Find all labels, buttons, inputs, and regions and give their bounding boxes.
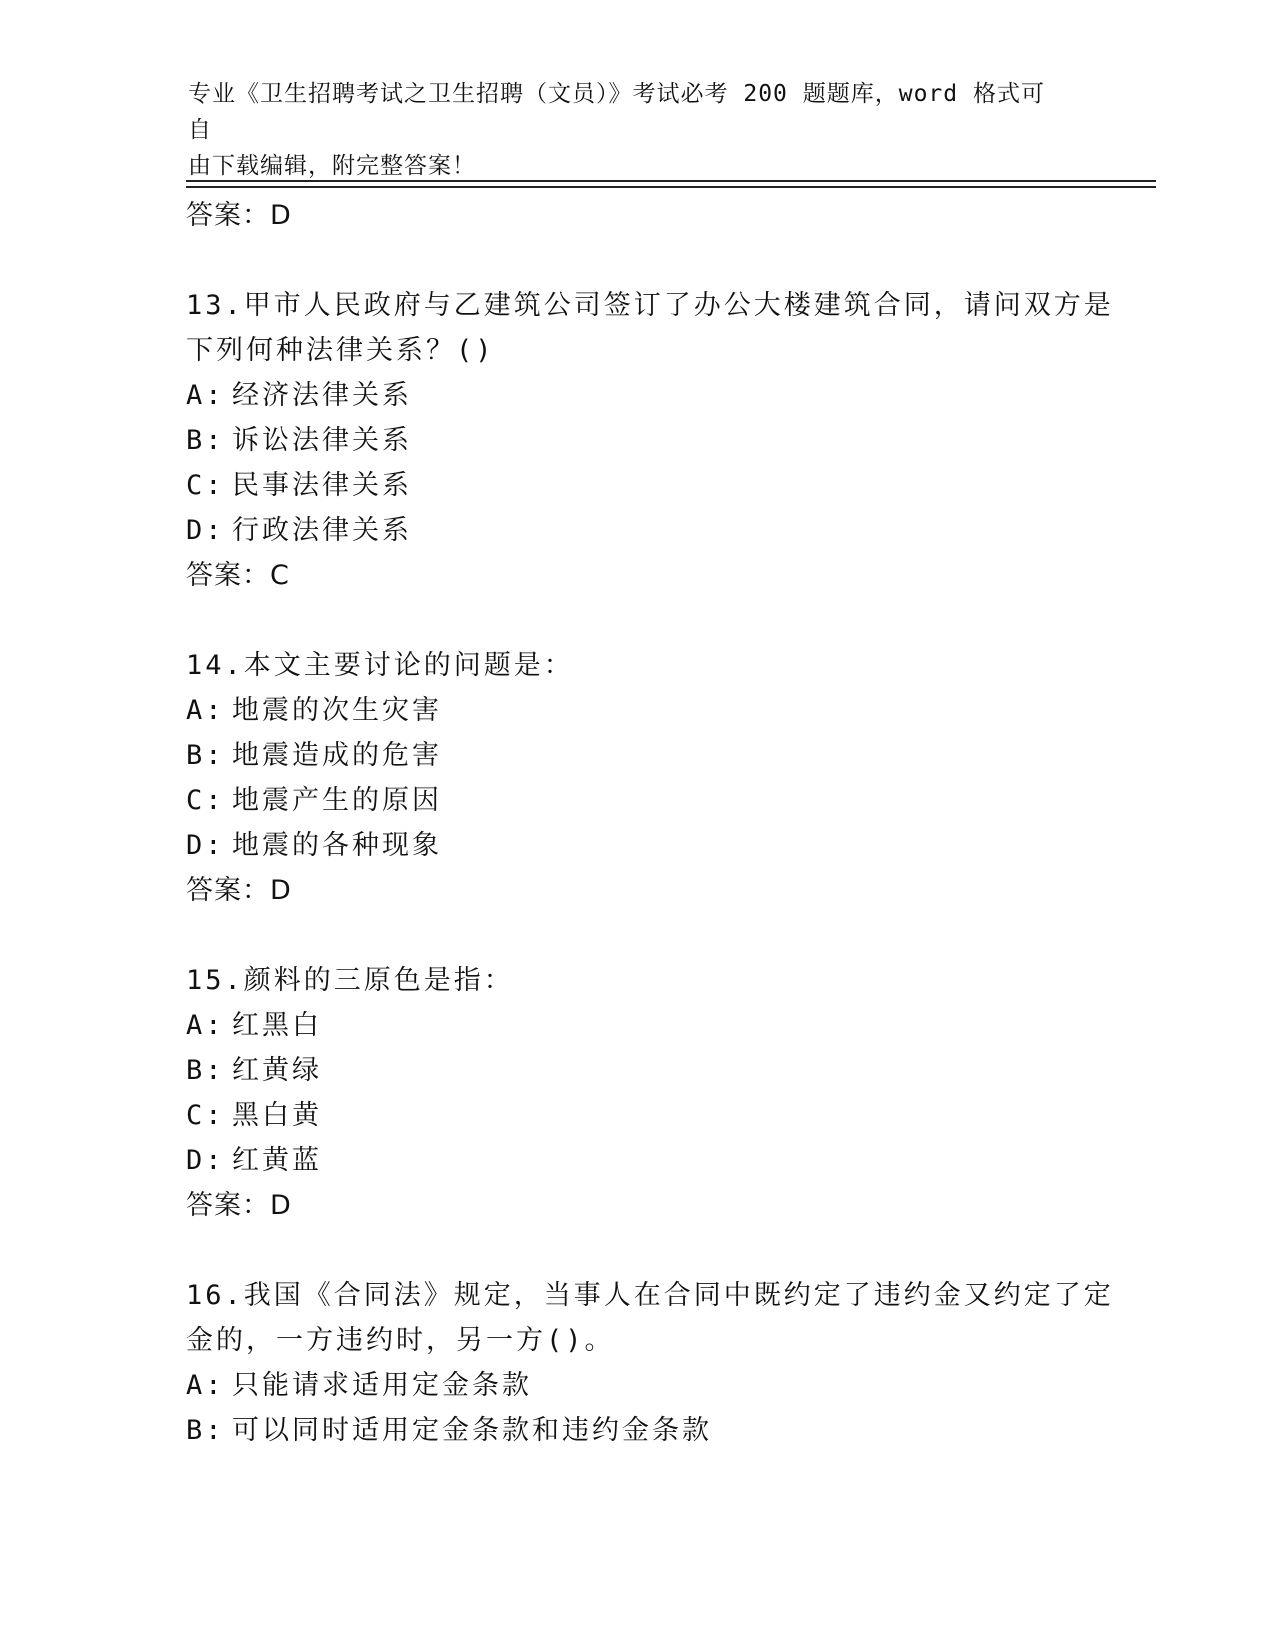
option-text: 地震产生的原因 [232,785,442,816]
question-16-option-a [186,1363,1076,1408]
document-header [188,76,1068,184]
header-line-2: 由下载编辑，附完整答案！ [188,153,476,179]
question-14-option-a [186,688,1076,733]
question-15-option-d [186,1138,1076,1183]
header-divider-bottom [186,186,1156,188]
question-13-text-line-2: 下列何种法律关系？() [186,335,495,366]
option-text: 红黄绿 [232,1055,322,1086]
spacer [186,238,1076,283]
option-text: 只能请求适用定金条款 [232,1370,532,1401]
spacer [186,598,1076,643]
option-text: 民事法律关系 [232,470,412,501]
option-text: 黑白黄 [232,1100,322,1131]
question-13-answer: 答案：C [186,560,290,591]
option-label: B: [186,1415,225,1446]
option-label: D: [186,830,225,861]
question-15-answer: 答案：D [186,1190,292,1221]
question-13-option-a [186,373,1076,418]
question-14 [186,643,1076,913]
option-label: C: [186,1100,225,1131]
question-15-option-c [186,1093,1076,1138]
question-13-option-b [186,418,1076,463]
option-text: 地震的次生灾害 [232,695,442,726]
option-text: 经济法律关系 [232,380,412,411]
option-label: A: [186,695,225,726]
option-label: B: [186,740,225,771]
question-14-option-b [186,733,1076,778]
option-label: B: [186,425,225,456]
question-13 [186,283,1114,598]
question-list [186,193,1114,1453]
question-14-option-d [186,823,1076,868]
question-15 [186,958,1076,1228]
option-label: B: [186,1055,225,1086]
spacer [186,913,1076,958]
option-label: A: [186,1010,225,1041]
spacer [186,1228,1076,1273]
question-14-text-line-1: 14.本文主要讨论的问题是： [186,650,574,681]
question-15-text-line-1: 15.颜料的三原色是指： [186,965,514,996]
header-divider-top [186,180,1156,182]
question-13-text-line-1: 13.甲市人民政府与乙建筑公司签订了办公大楼建筑合同，请问双方是 [186,290,1114,321]
option-text: 红黑白 [232,1010,322,1041]
option-text: 可以同时适用定金条款和违约金条款 [232,1415,712,1446]
question-13-option-d [186,508,1076,553]
question-16-text-line-2: 金的，一方违约时，另一方()。 [186,1325,615,1356]
option-text: 行政法律关系 [232,515,412,546]
question-16-text-line-1: 16.我国《合同法》规定，当事人在合同中既约定了违约金又约定了定 [186,1280,1114,1311]
option-label: C: [186,470,225,501]
option-label: A: [186,1370,225,1401]
option-label: C: [186,785,225,816]
option-label: D: [186,515,225,546]
option-label: D: [186,1145,225,1176]
question-15-option-b [186,1048,1076,1093]
question-15-option-a [186,1003,1076,1048]
previous-answer: 答案：D [186,200,292,231]
option-label: A: [186,380,225,411]
question-13-option-c [186,463,1076,508]
option-text: 诉讼法律关系 [232,425,412,456]
question-16-option-b [186,1408,1076,1453]
option-text: 地震造成的危害 [232,740,442,771]
question-16 [186,1273,1114,1453]
option-text: 红黄蓝 [232,1145,322,1176]
option-text: 地震的各种现象 [232,830,442,861]
header-line-1: 专业《卫生招聘考试之卫生招聘（文员）》考试必考 200 题题库，word 格式可自 [188,81,1045,143]
question-14-option-c [186,778,1076,823]
question-14-answer: 答案：D [186,875,292,906]
